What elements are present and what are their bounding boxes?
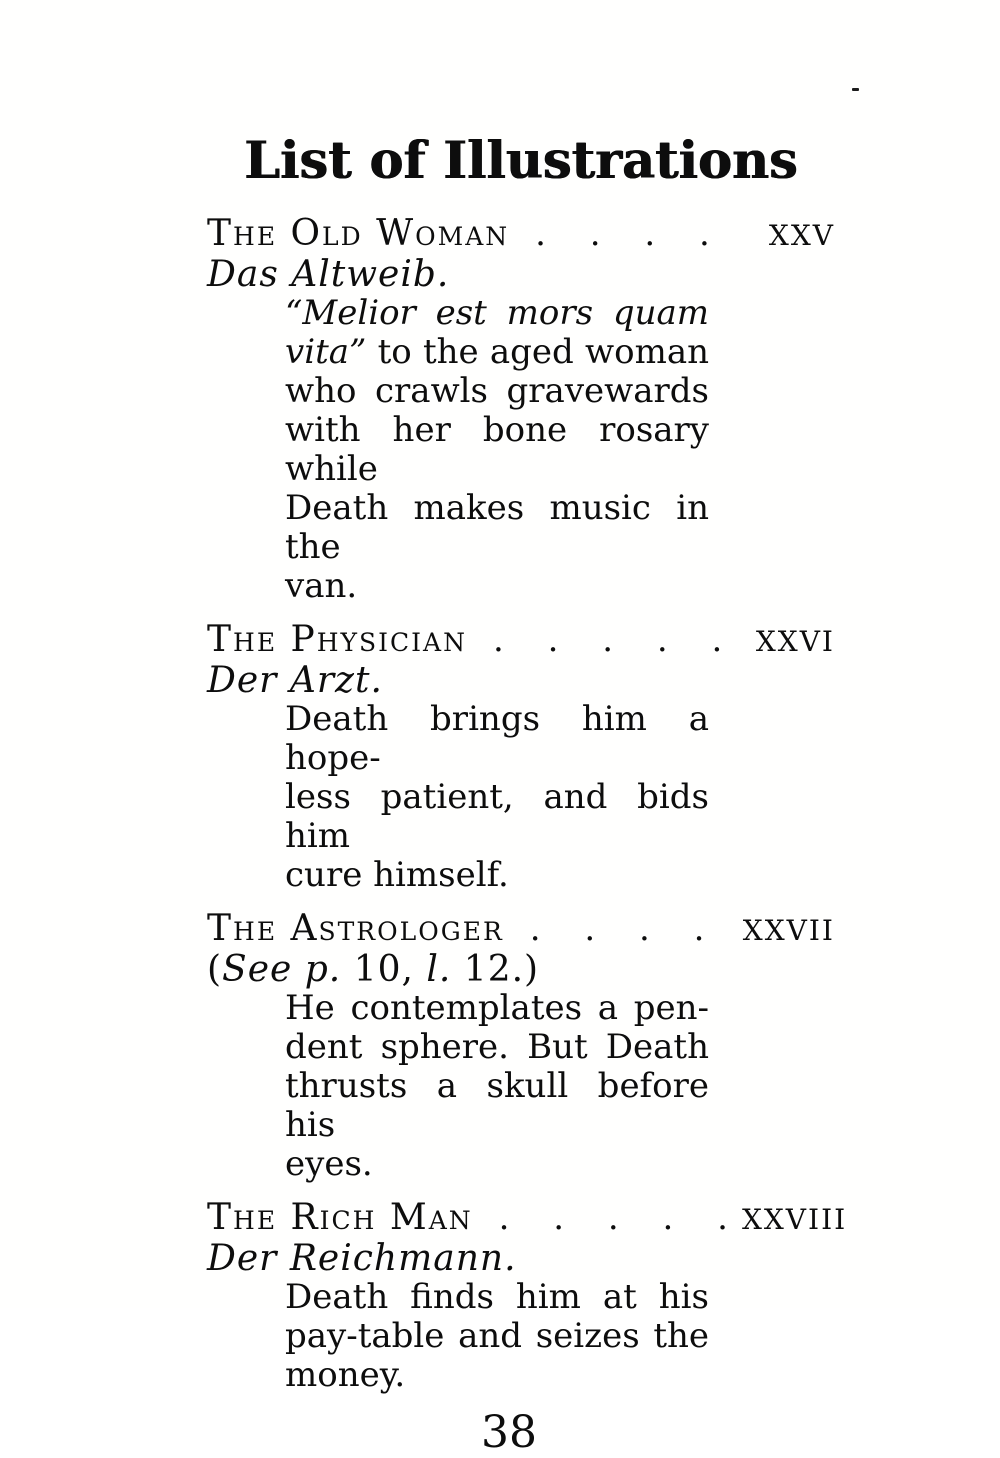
entry-subtitle: Der Arzt. bbox=[207, 660, 383, 701]
entry-subtitle: Das Altweib. bbox=[207, 254, 450, 295]
page-number: 38 bbox=[481, 1407, 537, 1458]
entry-description bbox=[285, 1278, 709, 1395]
plate-numeral: XXVIII bbox=[741, 1203, 848, 1236]
description-line: Death brings him a hope- bbox=[285, 699, 709, 778]
page-title: List of Illustrations bbox=[244, 131, 798, 191]
dot-leader: . . . . bbox=[535, 214, 710, 254]
dot-leader: . . . . bbox=[529, 909, 705, 949]
dot-leader: . . . . . bbox=[498, 1198, 728, 1238]
description-line: with her bone rosary while bbox=[285, 410, 709, 489]
description-line: eyes. bbox=[285, 1144, 373, 1184]
description-line: Death finds him at his bbox=[285, 1277, 709, 1317]
description-line: pay-table and seizes the bbox=[285, 1316, 709, 1356]
toc-entry-physician bbox=[207, 620, 835, 895]
toc-entry-heading bbox=[207, 620, 835, 661]
entry-title: The Astrologer bbox=[207, 908, 504, 949]
description-line: dent sphere. But Death bbox=[285, 1027, 709, 1067]
entry-subtitle: Der Reichmann. bbox=[207, 1238, 517, 1279]
plate-numeral: XXVI bbox=[755, 625, 835, 658]
description-line: van. bbox=[285, 566, 358, 606]
entry-title: The Rich Man bbox=[207, 1197, 473, 1238]
description-line: who crawls gravewards bbox=[285, 371, 709, 411]
plate-numeral: XXV bbox=[768, 219, 835, 252]
list-of-illustrations bbox=[207, 130, 848, 1458]
dot-leader: . . . . . bbox=[492, 620, 723, 660]
description-line: thrusts a skull before his bbox=[285, 1066, 709, 1145]
scan-artifact-speck bbox=[852, 88, 859, 91]
description-line: Death makes music in the bbox=[285, 488, 709, 567]
entry-title: The Physician bbox=[207, 619, 467, 660]
entry-description bbox=[285, 294, 709, 606]
description-line: He contemplates a pen- bbox=[285, 988, 709, 1028]
entry-description bbox=[285, 700, 709, 895]
description-line: “Melior est mors quam bbox=[285, 293, 709, 333]
toc-entry-heading bbox=[207, 214, 835, 255]
description-line: money. bbox=[285, 1355, 406, 1395]
plate-numeral: XXVII bbox=[742, 914, 835, 947]
toc-entry-heading bbox=[207, 1197, 848, 1239]
toc-entry-heading bbox=[207, 909, 835, 950]
entry-title: The Old Woman bbox=[207, 213, 510, 254]
description-line: vita” to the aged woman bbox=[285, 332, 709, 372]
toc-entry-astrologer bbox=[207, 909, 835, 1184]
toc-entry-old-woman bbox=[207, 214, 835, 606]
toc-entry-rich-man bbox=[207, 1197, 848, 1395]
entry-subtitle-reference: (See p. 10, l. 12.) bbox=[207, 949, 540, 990]
description-line: cure himself. bbox=[285, 855, 509, 895]
description-line: less patient, and bids him bbox=[285, 777, 709, 856]
entry-description bbox=[285, 989, 709, 1184]
